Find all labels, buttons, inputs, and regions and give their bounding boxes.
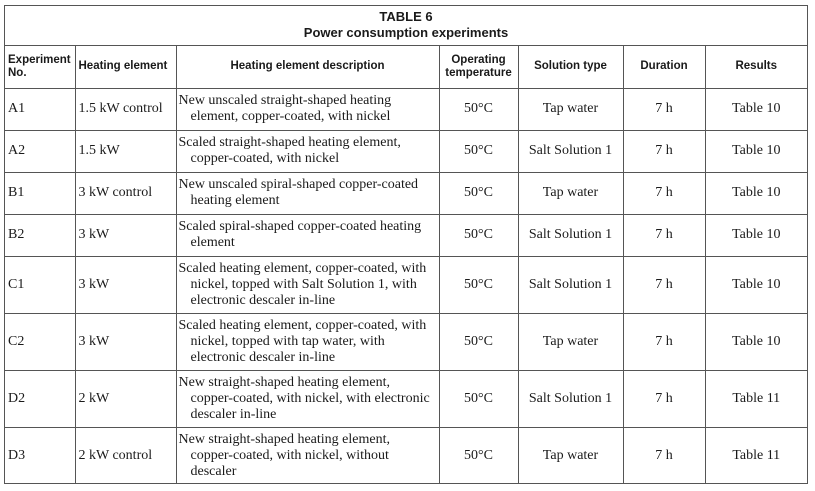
data-table	[5, 46, 807, 484]
cell-heating-element: 3 kW control	[75, 172, 176, 214]
cell-temperature: 50°C	[439, 130, 518, 172]
cell-experiment: B1	[5, 172, 75, 214]
cell-duration: 7 h	[623, 256, 705, 313]
cell-experiment: D3	[5, 427, 75, 484]
cell-description	[176, 172, 439, 214]
table-label: TABLE 6	[379, 9, 433, 24]
table-row	[5, 172, 807, 214]
cell-solution: Salt Solution 1	[518, 214, 623, 256]
cell-duration: 7 h	[623, 370, 705, 427]
cell-results: Table 10	[705, 88, 807, 130]
cell-heating-element: 2 kW	[75, 370, 176, 427]
cell-results: Table 10	[705, 172, 807, 214]
table-body	[5, 88, 807, 484]
table-row	[5, 313, 807, 370]
cell-duration: 7 h	[623, 172, 705, 214]
cell-results: Table 10	[705, 214, 807, 256]
cell-duration: 7 h	[623, 313, 705, 370]
cell-experiment: C1	[5, 256, 75, 313]
cell-results: Table 10	[705, 313, 807, 370]
cell-description	[176, 370, 439, 427]
cell-solution: Salt Solution 1	[518, 130, 623, 172]
cell-experiment: D2	[5, 370, 75, 427]
cell-temperature: 50°C	[439, 88, 518, 130]
table-row	[5, 130, 807, 172]
description-text: New unscaled spiral-shaped copper-coated heating element	[178, 177, 419, 208]
cell-duration: 7 h	[623, 214, 705, 256]
cell-solution: Tap water	[518, 427, 623, 484]
cell-results: Table 10	[705, 256, 807, 313]
header-results: Results	[705, 46, 807, 88]
description-text: New straight-shaped heating element, copper-coated, with nickel, without descaler	[178, 431, 390, 479]
cell-duration: 7 h	[623, 427, 705, 484]
cell-experiment: A2	[5, 130, 75, 172]
cell-solution: Tap water	[518, 313, 623, 370]
cell-temperature: 50°C	[439, 427, 518, 484]
cell-temperature: 50°C	[439, 370, 518, 427]
description-text: Scaled heating element, copper-coated, with nickel, topped with Salt Solution 1, with electronic descaler in-line	[178, 260, 427, 308]
cell-description	[176, 313, 439, 370]
header-heating-element: Heating element	[75, 46, 176, 88]
cell-experiment: B2	[5, 214, 75, 256]
table-row	[5, 427, 807, 484]
cell-solution: Salt Solution 1	[518, 256, 623, 313]
cell-description	[176, 427, 439, 484]
header-solution: Solution type	[518, 46, 623, 88]
cell-temperature: 50°C	[439, 214, 518, 256]
description-text: New unscaled straight-shaped heating element, copper-coated, with nickel	[178, 93, 392, 124]
table-frame	[4, 5, 808, 484]
cell-heating-element: 1.5 kW	[75, 130, 176, 172]
header-experiment: Experiment No.	[5, 46, 75, 88]
header-description: Heating element description	[176, 46, 439, 88]
cell-heating-element: 2 kW control	[75, 427, 176, 484]
cell-description	[176, 214, 439, 256]
cell-temperature: 50°C	[439, 172, 518, 214]
cell-solution: Tap water	[518, 88, 623, 130]
description-text: Scaled straight-shaped heating element, copper-coated, with nickel	[178, 135, 401, 166]
description-text: Scaled heating element, copper-coated, with nickel, topped with tap water, with electronic descaler in-line	[178, 317, 427, 365]
cell-results: Table 11	[705, 370, 807, 427]
cell-heating-element: 3 kW	[75, 313, 176, 370]
header-duration: Duration	[623, 46, 705, 88]
cell-results: Table 11	[705, 427, 807, 484]
description-text: Scaled spiral-shaped copper-coated heating element	[178, 219, 422, 250]
cell-temperature: 50°C	[439, 313, 518, 370]
table-caption	[5, 6, 807, 46]
header-temperature: Operating temperature	[439, 46, 518, 88]
table-title: Power consumption experiments	[303, 25, 509, 40]
description-text: New straight-shaped heating element, copper-coated, with nickel, with electronic descaler in-line	[178, 374, 430, 422]
cell-solution: Salt Solution 1	[518, 370, 623, 427]
cell-experiment: A1	[5, 88, 75, 130]
cell-description	[176, 88, 439, 130]
table-row	[5, 214, 807, 256]
cell-temperature: 50°C	[439, 256, 518, 313]
cell-description	[176, 130, 439, 172]
cell-solution: Tap water	[518, 172, 623, 214]
cell-heating-element: 3 kW	[75, 214, 176, 256]
cell-duration: 7 h	[623, 130, 705, 172]
table-row	[5, 88, 807, 130]
table-row	[5, 370, 807, 427]
cell-results: Table 10	[705, 130, 807, 172]
cell-experiment: C2	[5, 313, 75, 370]
cell-description	[176, 256, 439, 313]
table-row	[5, 256, 807, 313]
cell-duration: 7 h	[623, 88, 705, 130]
cell-heating-element: 1.5 kW control	[75, 88, 176, 130]
header-row	[5, 46, 807, 88]
cell-heating-element: 3 kW	[75, 256, 176, 313]
